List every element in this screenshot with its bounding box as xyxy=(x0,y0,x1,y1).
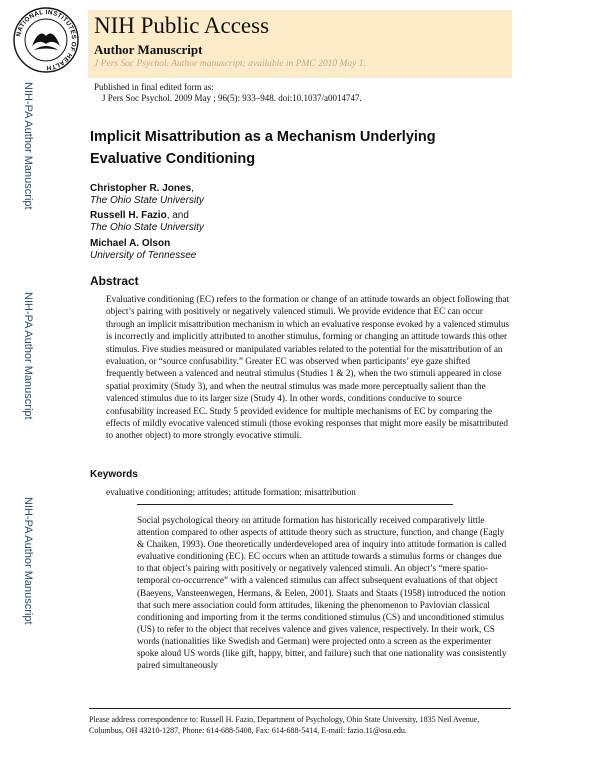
header-title: NIH Public Access xyxy=(94,13,270,38)
author-name: Russell H. Fazio xyxy=(90,210,167,221)
author-2-affiliation: The Ohio State University xyxy=(90,222,204,233)
abstract-text: Evaluative conditioning (EC) refers to the formation or change of an attitude towards an object following that object’s pairing with positively or negatively valenced stimuli. We provide evidence that EC can occur through an implicit misattribution mechanism in which an evaluative response evoked by a valenced stimulus is incorrectly and implicitly attributed to another stimulus, forming or changing an attitude towards this other stimulus. Five studies measured or manipulated variables related to the potential for the misattribution of an evaluation, or “source confusability.” Greater EC was observed when participants’ eye gaze shifted frequently between a valenced and neutral stimulus (Studies 1 & 2), when the two stimuli appeared in close spatial proximity (Study 3), and when the neutral stimulus was made more perceptually salient than the valenced stimulus due to its larger size (Study 4). In other words, conditions conducive to source confusability increased EC. Study 5 provided evidence for multiple mechanisms of EC by comparing the effects of mildly evocative valenced stimuli (those evoking responses that might more easily be misattributed to another object) to more strongly evocative stimuli. xyxy=(106,294,510,441)
author-suffix: , xyxy=(191,183,194,194)
nih-logo xyxy=(12,6,80,74)
sidebar-label-middle: NIH-PA Author Manuscript xyxy=(22,292,34,420)
abstract-heading: Abstract xyxy=(90,274,139,288)
author-3-affiliation: University of Tennessee xyxy=(90,250,197,261)
header-subtitle: Author Manuscript xyxy=(94,42,203,57)
author-2 xyxy=(90,210,189,222)
author-suffix: , and xyxy=(166,210,189,221)
footnote-divider xyxy=(89,708,511,709)
author-3 xyxy=(90,238,170,250)
sidebar-label-top: NIH-PA Author Manuscript xyxy=(22,82,34,210)
logo-ring-text: NATIONAL INSTITUTES OF HEALTH xyxy=(15,8,78,72)
correspondence-footnote: Please address correspondence to: Russell H. Fazio, Department of Psychology, Ohio State University, 1835 Neil Avenue, Columbus, OH 43210-1287, Phone: 614-688-5408, Fax: 614-688-5414, E-mail: fazio.11@osu.edu. xyxy=(89,715,480,735)
author-1 xyxy=(90,183,194,195)
article-title: Implicit Misattribution as a Mechanism Underlying Evaluative Conditioning xyxy=(90,129,436,167)
body-paragraph: Social psychological theory on attitude formation has historically received comparatively little attention compared to other aspects of attitude theory such as structure, function, and change (Eagly & Chaiken, 1993). One theoretically underdeveloped area of inquiry into attitude formation is called evaluative conditioning (EC). EC occurs when an attitude towards a stimulus forms or changes due to that object’s pairing with positively or negatively valenced stimuli. An object’s “mere spatio-temporal co-occurrence” with a valenced stimulus can affect subsequent evaluations of that object (Baeyens, Vansteenwegen, Hermans, & Eelen, 2001). Staats and Staats (1958) introduced the notion that such mere association could form attitudes, likening the phenomenon to Pavlovian classical conditioning and importing from it the terms conditioned stimulus (CS) and unconditioned stimulus (US) to refer to the object that receives valence and gives valence, respectively. In their work, CS words (nationalities like Swedish and German) were projected onto a screen as the experimenter spoke aloud US words (like gift, happy, bitter, and failure) such that one nationality was consistently paired simultaneously xyxy=(137,515,507,671)
published-citation: J Pers Soc Psychol. 2009 May ; 96(5): 933–948. doi:10.1037/a0014747. xyxy=(102,93,362,103)
author-1-affiliation: The Ohio State University xyxy=(90,195,204,206)
author-name: Michael A. Olson xyxy=(90,238,171,249)
keywords-text: evaluative conditioning; attitudes; attitude formation; misattribution xyxy=(106,487,356,497)
header-availability: J Pers Soc Psychol. Author manuscript; available in PMC 2010 May 1. xyxy=(94,59,366,69)
keywords-heading: Keywords xyxy=(90,469,138,480)
section-divider xyxy=(137,504,453,505)
published-label: Published in final edited form as: xyxy=(94,82,214,92)
sidebar-label-bottom: NIH-PA Author Manuscript xyxy=(22,497,34,625)
author-name: Christopher R. Jones xyxy=(90,183,192,194)
